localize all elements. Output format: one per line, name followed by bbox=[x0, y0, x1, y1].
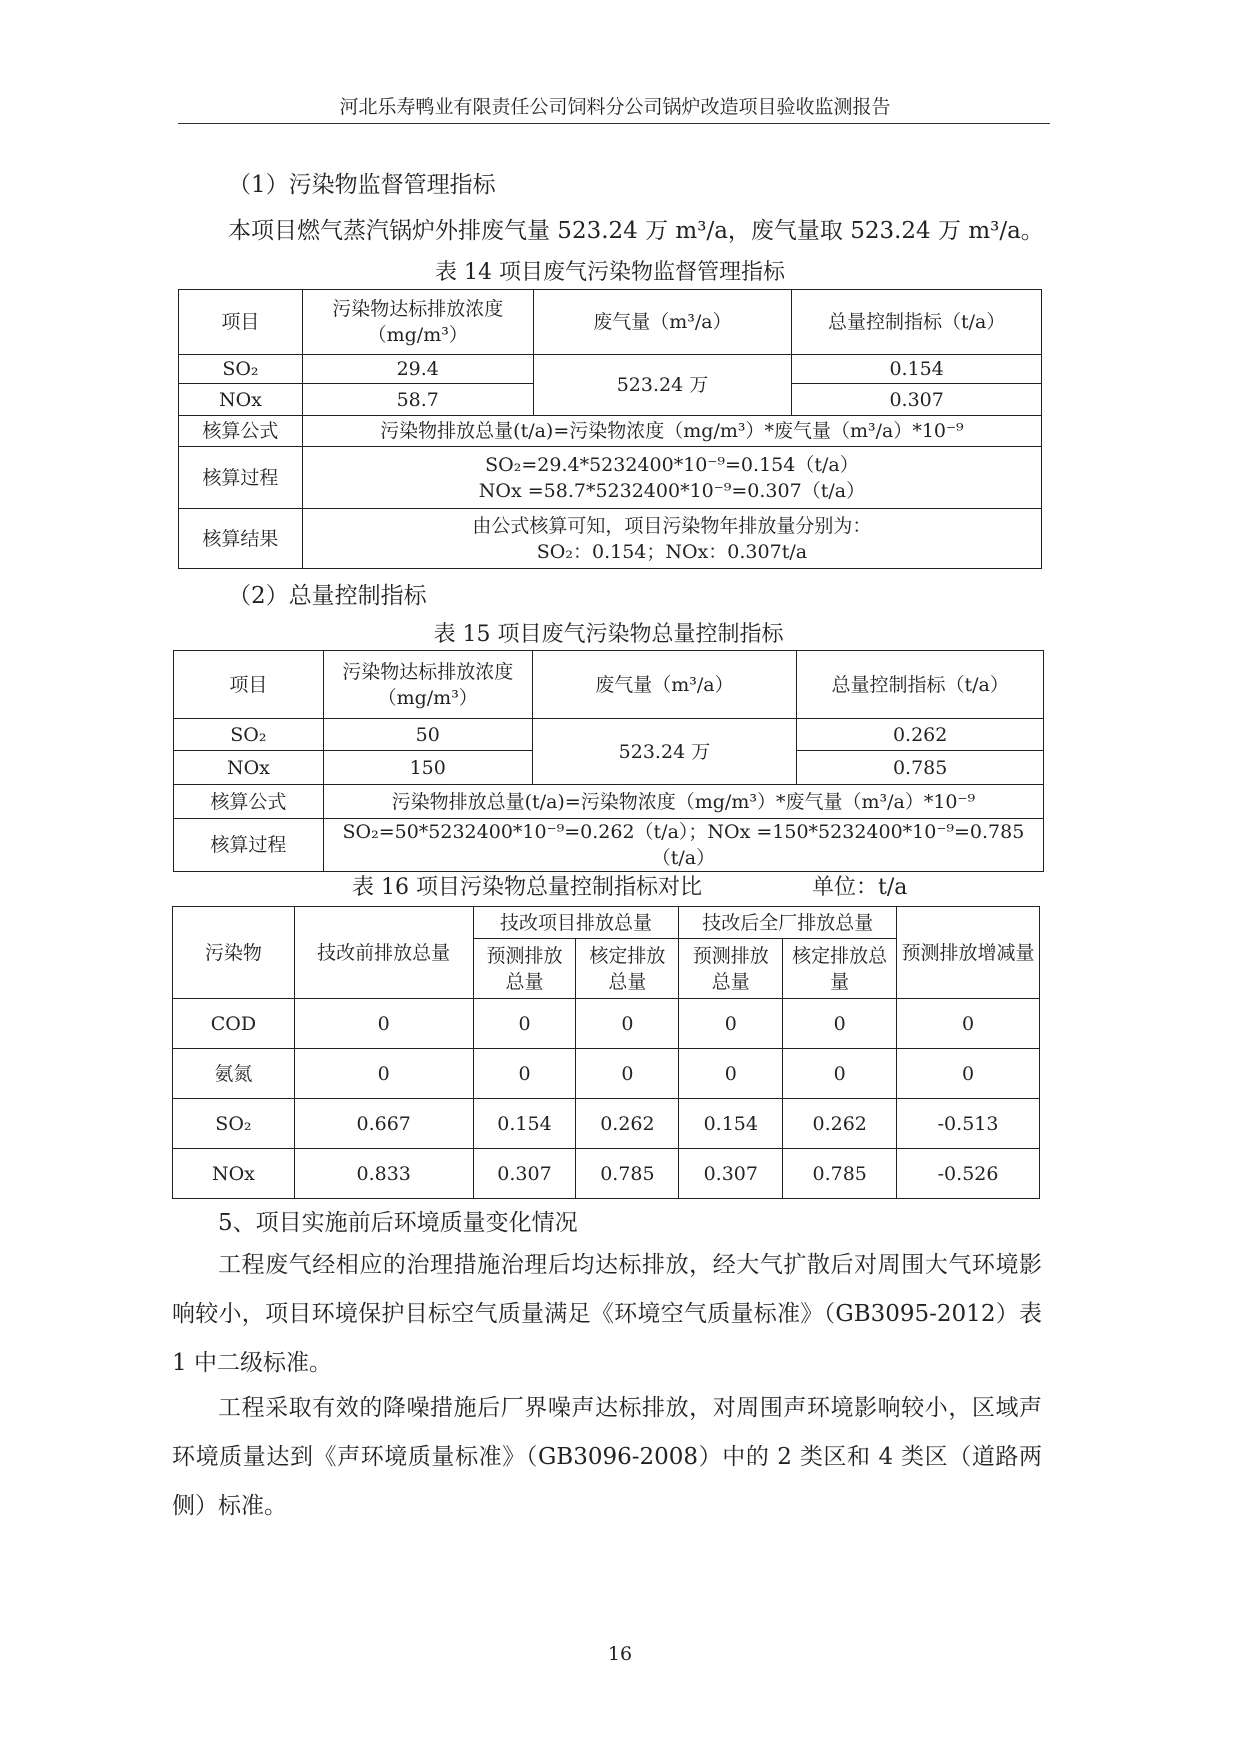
t14-row-so2-conc: 29.4 bbox=[302, 355, 533, 384]
t15-row-nox-total: 0.785 bbox=[797, 751, 1044, 785]
t16-row-nox-after-pred: 0.307 bbox=[679, 1149, 783, 1199]
t16-row-nh3n-after-approved: 0 bbox=[783, 1049, 897, 1099]
t16-row-so2-project-pred: 0.154 bbox=[473, 1099, 576, 1149]
t16-row-nh3n-before: 0 bbox=[294, 1049, 473, 1099]
t14-row-so2-total: 0.154 bbox=[792, 355, 1042, 384]
t14-header-conc: 污染物达标排放浓度（mg/m³） bbox=[302, 290, 533, 355]
t16-row-cod-name: COD bbox=[173, 999, 295, 1049]
t15-header-conc: 污染物达标排放浓度（mg/m³） bbox=[323, 651, 532, 719]
t16-header-after-pred: 预测排放总量 bbox=[679, 939, 783, 999]
t14-result bbox=[302, 509, 1041, 569]
t16-row-nox-before: 0.833 bbox=[294, 1149, 473, 1199]
t14-process-line1: SO₂=29.4*5232400*10⁻⁹=0.154（t/a） bbox=[485, 453, 859, 476]
t16-row-nh3n-project-approved: 0 bbox=[576, 1049, 679, 1099]
t16-header-change: 预测排放增减量 bbox=[897, 907, 1040, 999]
t16-row-nox-project-approved: 0.785 bbox=[576, 1149, 679, 1199]
t16-row-cod-project-pred: 0 bbox=[473, 999, 576, 1049]
t16-row-so2-after-pred: 0.154 bbox=[679, 1099, 783, 1149]
t16-row-so2-project-approved: 0.262 bbox=[576, 1099, 679, 1149]
header-rule bbox=[178, 123, 1050, 124]
t16-header-pollutant: 污染物 bbox=[173, 907, 295, 999]
t16-header-project: 技改项目排放总量 bbox=[473, 907, 679, 939]
t15-row-so2-conc: 50 bbox=[323, 719, 532, 751]
t16-row-nh3n-after-pred: 0 bbox=[679, 1049, 783, 1099]
table15-caption: 表 15 项目废气污染物总量控制指标 bbox=[433, 622, 784, 647]
t14-process bbox=[302, 447, 1041, 509]
section5-paragraph-2: 工程采取有效的降噪措施后厂界噪声达标排放，对周围声环境影响较小，区域声环境质量达到《声环境质量标准》（GB3096-2008）中的 2 类区和 4 类区（道路两侧）标准。 bbox=[172, 1395, 1042, 1519]
t15-row-so2-item: SO₂ bbox=[174, 719, 324, 751]
t16-row-cod-before: 0 bbox=[294, 999, 473, 1049]
t14-result-line2: SO₂：0.154；NOx：0.307t/a bbox=[536, 540, 808, 563]
t14-header-total: 总量控制指标（t/a） bbox=[792, 290, 1042, 355]
table16 bbox=[172, 906, 1040, 1199]
t15-formula-label: 核算公式 bbox=[174, 785, 324, 819]
t16-header-project-approved: 核定排放总量 bbox=[576, 939, 679, 999]
t15-header-item: 项目 bbox=[174, 651, 324, 719]
t14-process-label: 核算过程 bbox=[179, 447, 303, 509]
t15-row-nox-item: NOx bbox=[174, 751, 324, 785]
t16-row-nox-change: -0.526 bbox=[897, 1149, 1040, 1199]
t15-process-label: 核算过程 bbox=[174, 819, 324, 872]
table14 bbox=[178, 289, 1042, 569]
t16-header-project-pred: 预测排放总量 bbox=[473, 939, 576, 999]
t16-row-nox-project-pred: 0.307 bbox=[473, 1149, 576, 1199]
t16-row-nh3n-change: 0 bbox=[897, 1049, 1040, 1099]
section1-heading: （1）污染物监督管理指标 bbox=[228, 172, 496, 198]
t14-gas-volume: 523.24 万 bbox=[533, 355, 792, 416]
t16-row-so2-change: -0.513 bbox=[897, 1099, 1040, 1149]
t14-result-line1: 由公式核算可知，项目污染物年排放量分别为： bbox=[472, 514, 872, 537]
t14-header-gas: 废气量（m³/a） bbox=[533, 290, 792, 355]
t15-row-so2-total: 0.262 bbox=[797, 719, 1044, 751]
t15-process: SO₂=50*5232400*10⁻⁹=0.262（t/a）；NOx =150*5232400*10⁻⁹=0.785（t/a） bbox=[323, 819, 1043, 872]
t14-row-nox-conc: 58.7 bbox=[302, 384, 533, 416]
t16-row-cod-after-pred: 0 bbox=[679, 999, 783, 1049]
t14-formula-label: 核算公式 bbox=[179, 416, 303, 447]
table15 bbox=[173, 650, 1044, 872]
t14-row-so2-item: SO₂ bbox=[179, 355, 303, 384]
t15-row-nox-conc: 150 bbox=[323, 751, 532, 785]
t16-row-nh3n-project-pred: 0 bbox=[473, 1049, 576, 1099]
t16-row-cod-project-approved: 0 bbox=[576, 999, 679, 1049]
section1-intro: 本项目燃气蒸汽锅炉外排废气量 523.24 万 m³/a，废气量取 523.24 万 m³/a。 bbox=[228, 218, 1044, 244]
t14-row-nox-item: NOx bbox=[179, 384, 303, 416]
table16-unit: 单位：t/a bbox=[812, 875, 908, 900]
t16-header-before: 技改前排放总量 bbox=[294, 907, 473, 999]
t16-row-so2-name: SO₂ bbox=[173, 1099, 295, 1149]
t15-formula: 污染物排放总量(t/a)=污染物浓度（mg/m³）*废气量（m³/a）*10⁻⁹ bbox=[323, 785, 1043, 819]
t16-row-so2-before: 0.667 bbox=[294, 1099, 473, 1149]
t16-row-so2-after-approved: 0.262 bbox=[783, 1099, 897, 1149]
section5-heading: 5、项目实施前后环境质量变化情况 bbox=[218, 1210, 578, 1236]
section2-heading: （2）总量控制指标 bbox=[228, 583, 427, 609]
t15-gas-volume: 523.24 万 bbox=[532, 719, 797, 785]
page-number: 16 bbox=[607, 1643, 633, 1665]
t16-row-cod-change: 0 bbox=[897, 999, 1040, 1049]
t16-header-after: 技改后全厂排放总量 bbox=[679, 907, 897, 939]
t16-header-after-approved: 核定排放总量 bbox=[783, 939, 897, 999]
table16-caption: 表 16 项目污染物总量控制指标对比 bbox=[352, 875, 702, 900]
t15-header-gas: 废气量（m³/a） bbox=[532, 651, 797, 719]
t16-row-nh3n-name: 氨氮 bbox=[173, 1049, 295, 1099]
t16-row-nox-name: NOx bbox=[173, 1149, 295, 1199]
t14-process-line2: NOx =58.7*5232400*10⁻⁹=0.307（t/a） bbox=[478, 479, 866, 502]
t14-result-label: 核算结果 bbox=[179, 509, 303, 569]
t15-header-total: 总量控制指标（t/a） bbox=[797, 651, 1044, 719]
running-header: 河北乐寿鸭业有限责任公司饲料分公司锅炉改造项目验收监测报告 bbox=[339, 96, 891, 118]
t14-header-item: 项目 bbox=[179, 290, 303, 355]
t16-row-nox-after-approved: 0.785 bbox=[783, 1149, 897, 1199]
t14-formula: 污染物排放总量(t/a)=污染物浓度（mg/m³）*废气量（m³/a）*10⁻⁹ bbox=[302, 416, 1041, 447]
t14-row-nox-total: 0.307 bbox=[792, 384, 1042, 416]
table14-caption: 表 14 项目废气污染物监督管理指标 bbox=[435, 260, 785, 285]
section5-paragraph-1: 工程废气经相应的治理措施治理后均达标排放，经大气扩散后对周围大气环境影响较小，项目环境保护目标空气质量满足《环境空气质量标准》（GB3095-2012）表 1 中二级标准。 bbox=[172, 1252, 1042, 1376]
t16-row-cod-after-approved: 0 bbox=[783, 999, 897, 1049]
